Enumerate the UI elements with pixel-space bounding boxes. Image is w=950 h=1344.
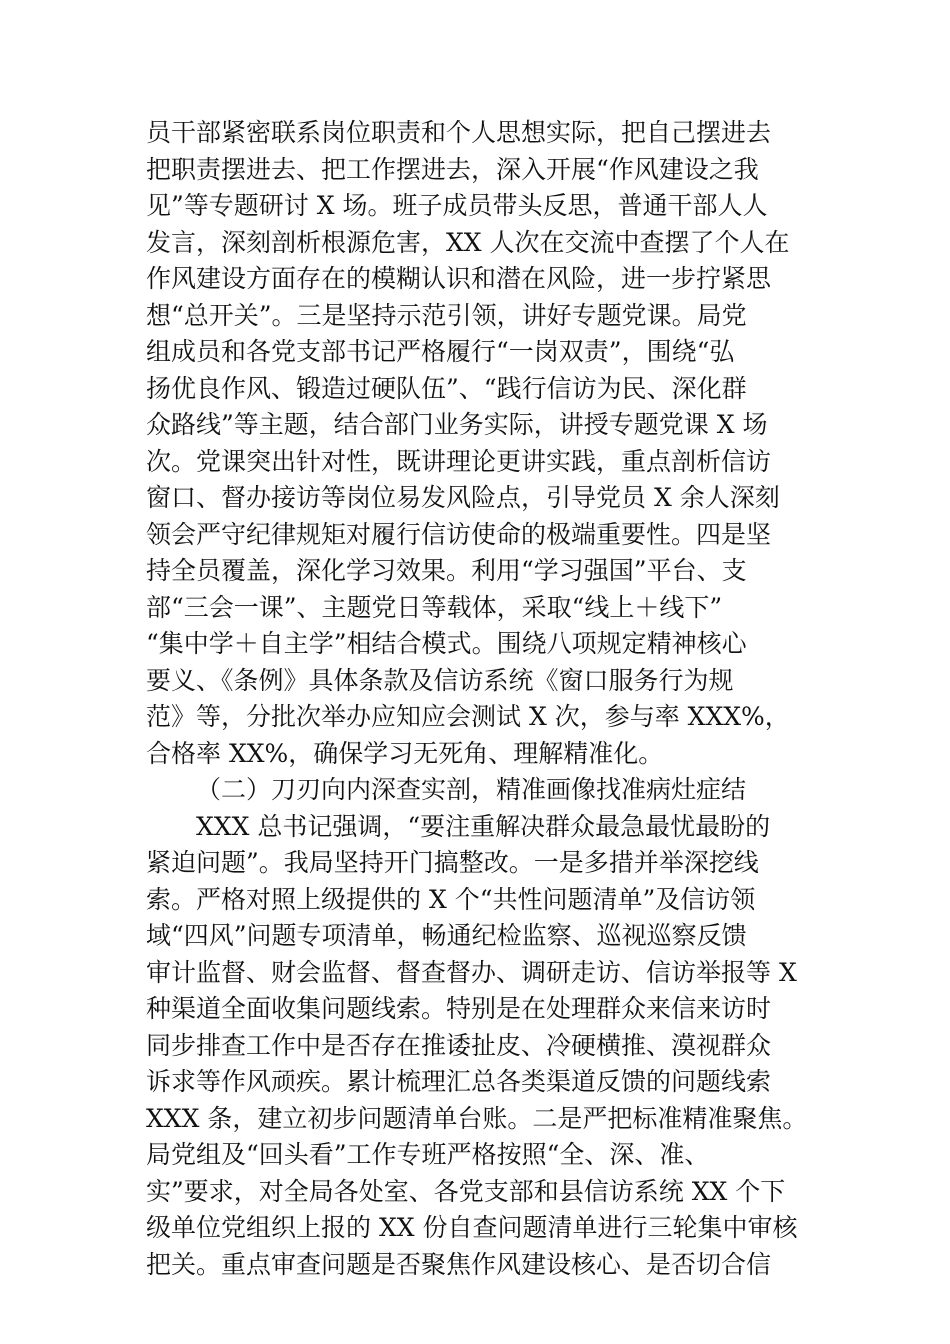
text-line: 诉求等作风顽疾。累计梳理汇总各类渠道反馈的问题线索 [146,1067,772,1096]
text-line: 把关。重点审查问题是否聚焦作风建设核心、是否切合信 [146,1249,772,1279]
text-line: 审计监督、财会监督、督查督办、调研走访、信访举报等 X [146,957,797,987]
text-line: 部“三会一课”、主题党日等载体，采取“线上＋线下” [146,592,723,622]
text-line: 扬优良作风、锻造过硬队伍”、“践行信访为民、深化群 [146,373,747,403]
text-line: 把职责摆进去、把工作摆进去，深入开展“作风建设之我 [146,154,759,184]
text-line: 索。严格对照上级提供的 X 个“共性问题清单”及信访领 [146,884,756,914]
text-line: 同步排查工作中是否存在推诿扯皮、冷硬横推、漠视群众 [146,1030,772,1060]
text-line: 发言，深刻剖析根源危害，XX 人次在交流中查摆了个人在 [146,227,790,257]
text-line: 想“总开关”。三是坚持示范引领，讲好专题党课。局党 [146,300,747,330]
text-line: 组成员和各党支部书记严格履行“一岗双责”，围绕“弘 [146,337,735,366]
text-line: 持全员覆盖，深化学习效果。利用“学习强国”平台、支 [146,556,747,585]
text-line: 见”等专题研讨 X 场。班子成员带头反思，普通干部人人 [146,191,768,220]
text-line: 作风建设方面存在的模糊认识和潜在风险，进一步拧紧思 [146,264,772,293]
text-line: 合格率 XX%，确保学习无死角、理解精准化。 [146,738,664,768]
text-line: XXX 总书记强调，“要注重解决群众最急最忧最盼的 [196,811,771,841]
text-line: “集中学＋自主学”相结合模式。围绕八项规定精神核心 [146,629,747,658]
text-line: XXX 条，建立初步问题清单台账。二是严把标准精准聚焦。 [146,1103,808,1133]
text-line: 众路线”等主题，结合部门业务实际，讲授专题党课 X 场 [146,410,768,439]
text-line: 域“四风”问题专项清单，畅通纪检监察、巡视巡察反馈 [146,921,747,950]
text-line: 领会严守纪律规矩对履行信访使命的极端重要性。四是坚 [146,519,772,549]
text-line: 范》等，分批次举办应知应会测试 X 次，参与率 XXX%， [146,702,790,731]
text-line: 要义、《条例》具体条款及信访系统《窗口服务行为规 [146,665,734,695]
text-line: 实”要求，对全局各处室、各党支部和县信访系统 XX 个下 [146,1176,786,1206]
text-line: 窗口、督办接访等岗位易发风险点，引导党员 X 余人深刻 [146,483,780,512]
text-line: 种渠道全面收集问题线索。特别是在处理群众来信来访时 [146,994,772,1023]
text-line: 局党组及“回头看”工作专班严格按照“全、深、准、 [146,1140,710,1169]
text-line: 紧迫问题”。我局坚持开门搞整改。一是多措并举深挖线 [146,848,759,877]
text-line: 次。党课突出针对性，既讲理论更讲实践，重点剖析信访 [146,446,772,476]
text-line: 员干部紧密联系岗位职责和个人思想实际，把自己摆进去 [146,118,772,147]
body-text [146,115,826,1283]
section-heading: （二）刀刃向内深查实剖，精准画像找准病灶症结 [196,775,747,804]
text-line: 级单位党组织上报的 XX 份自查问题清单进行三轮集中审核 [146,1213,798,1242]
